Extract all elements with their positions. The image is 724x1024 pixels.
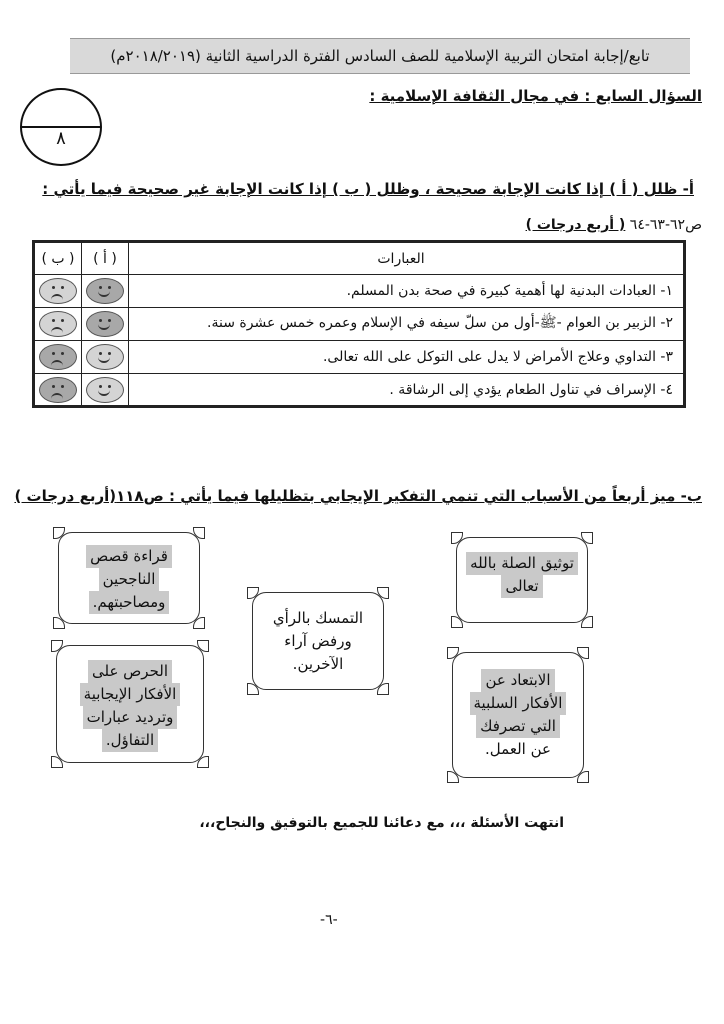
reason-card-right-top[interactable] — [456, 537, 588, 623]
smiley-face-icon[interactable] — [86, 278, 124, 304]
card-text: التفاؤل. — [102, 729, 158, 752]
score-value: ٨ — [56, 128, 66, 149]
answer-b-cell[interactable] — [34, 341, 82, 374]
part-a-pages: ص٦٢-٦٣-٦٤ — [629, 217, 702, 233]
sad-face-icon[interactable] — [39, 344, 77, 370]
reason-card-left-bottom[interactable] — [56, 645, 204, 763]
card-text: ومصاحبتهم. — [89, 591, 170, 614]
true-false-table — [32, 240, 686, 408]
reason-card-left-top[interactable] — [58, 532, 200, 624]
card-text: الأفكار السلبية — [470, 692, 567, 715]
answer-a-cell[interactable] — [82, 341, 129, 374]
answer-a-cell[interactable] — [82, 308, 129, 341]
answer-b-cell[interactable] — [34, 374, 82, 407]
card-text: الأفكار الإيجابية — [80, 683, 181, 706]
card-text: عن العمل. — [485, 740, 551, 758]
smiley-face-icon[interactable] — [86, 344, 124, 370]
card-text: ورفض آراء — [284, 632, 352, 650]
part-b-instruction: ب- ميز أربعاً من الأسباب التي تنمي التفكير الإيجابي بتظليلها فيما يأتي : ص١١٨(أربع درجات ) — [14, 487, 702, 505]
table-row — [34, 374, 685, 407]
table-row — [34, 308, 685, 341]
statement-text: ١- العبادات البدنية لها أهمية كبيرة في صحة بدن المسلم. — [129, 275, 685, 308]
card-text: قراءة قصص — [86, 545, 172, 568]
statements-header: العبارات — [129, 242, 685, 275]
answer-b-cell[interactable] — [34, 308, 82, 341]
statement-text: ٢- الزبير بن العوام -ﷺ-أول من سلّ سيفه في الإسلام وعمره خمس عشرة سنة. — [129, 308, 685, 341]
statement-text: ٣- التداوي وعلاج الأمراض لا يدل على التوكل على الله تعالى. — [129, 341, 685, 374]
card-text: الآخرين. — [292, 655, 344, 673]
reason-card-center[interactable] — [252, 592, 384, 690]
part-a-marks: ( أربع درجات ) — [525, 217, 626, 233]
card-text: الابتعاد عن — [481, 669, 554, 692]
answer-a-cell[interactable] — [82, 275, 129, 308]
table-row — [34, 275, 685, 308]
card-text: وترديد عبارات — [83, 706, 178, 729]
part-a-instruction: أ- ظلل ( أ ) إذا كانت الإجابة صحيحة ، وظلل ( ب ) إذا كانت الإجابة غير صحيحة فيما يأتي : — [42, 180, 694, 198]
sad-face-icon[interactable] — [39, 311, 77, 337]
column-b-header: ( ب ) — [34, 242, 82, 275]
answer-b-cell[interactable] — [34, 275, 82, 308]
part-a-reference — [526, 217, 702, 233]
sad-face-icon[interactable] — [39, 377, 77, 403]
smiley-face-icon[interactable] — [86, 377, 124, 403]
card-text: تعالى — [501, 575, 542, 598]
card-text: التي تصرفك — [476, 715, 560, 738]
reason-card-right-bottom[interactable] — [452, 652, 584, 778]
table-row — [34, 341, 685, 374]
page-number: -٦- — [320, 912, 338, 928]
question-title: السؤال السابع : في مجال الثقافة الإسلامية : — [369, 87, 702, 105]
card-text: الناجحين — [99, 568, 160, 591]
closing-text: انتهت الأسئلة ،،، مع دعائنا للجميع بالتوفيق والنجاح،،، — [199, 815, 564, 831]
smiley-face-icon[interactable] — [86, 311, 124, 337]
card-text: الحرص على — [88, 660, 172, 683]
card-text: التمسك بالرأي — [272, 609, 364, 627]
exam-header: تابع/إجابة امتحان التربية الإسلامية للصف السادس الفترة الدراسية الثانية (٢٠١٨/٢٠١٩م) — [70, 38, 690, 74]
card-text: توثيق الصلة بالله — [466, 552, 578, 575]
statement-text: ٤- الإسراف في تناول الطعام يؤدي إلى الرشاقة . — [129, 374, 685, 407]
sad-face-icon[interactable] — [39, 278, 77, 304]
column-a-header: ( أ ) — [82, 242, 129, 275]
table-header-row — [34, 242, 685, 275]
answer-a-cell[interactable] — [82, 374, 129, 407]
score-circle — [20, 88, 102, 166]
